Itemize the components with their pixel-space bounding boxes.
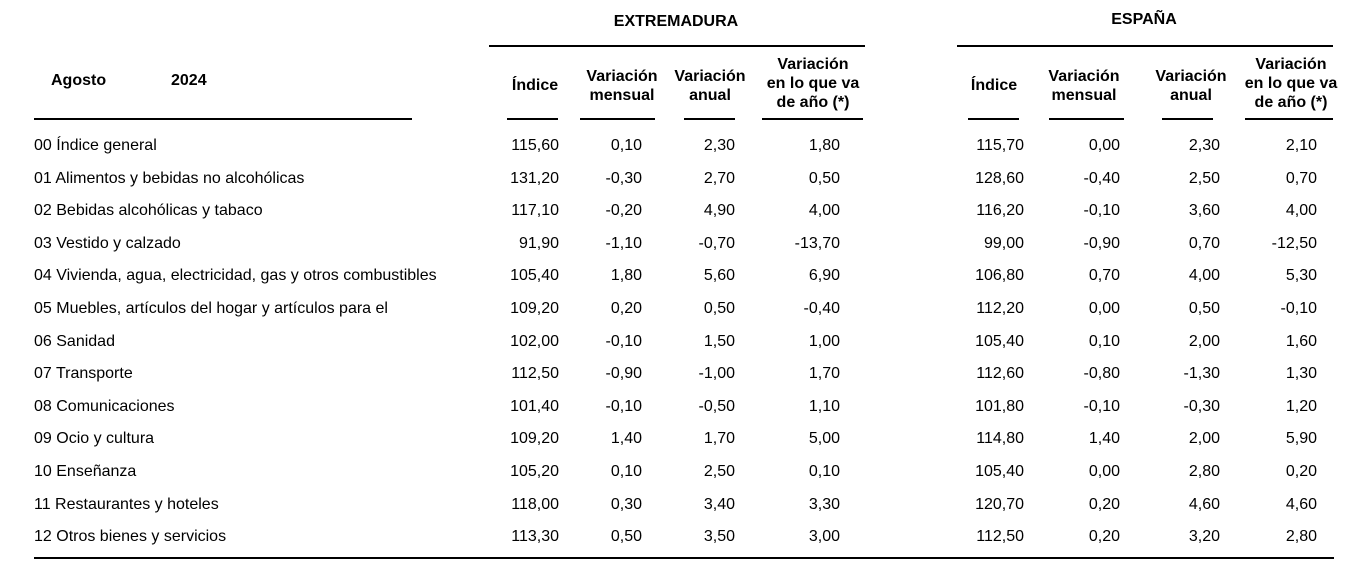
- ext-indice-value: 118,00: [511, 496, 559, 513]
- esp-anual-value: -1,30: [1183, 365, 1220, 382]
- esp-col-mensual-line1: Variación: [1048, 68, 1120, 85]
- ext-indice-value: 105,40: [510, 267, 559, 284]
- table-bottom-rule: [34, 557, 1334, 559]
- ext-indice-value: 115,60: [511, 137, 559, 154]
- esp-anual-value: 3,60: [1188, 202, 1220, 219]
- esp-col-ytd-line3: de año (*): [1254, 94, 1328, 111]
- esp-ytd-value: 1,20: [1285, 398, 1317, 415]
- ext-anual-value: 0,50: [703, 300, 735, 317]
- ext-ytd-value: -13,70: [794, 235, 840, 252]
- esp-col-mensual-line2: mensual: [1051, 87, 1117, 104]
- row-label: 09 Ocio y cultura: [34, 430, 155, 447]
- table-row: [0, 398, 1358, 424]
- row-label: 10 Enseñanza: [34, 463, 137, 480]
- esp-mensual-value: -0,10: [1083, 398, 1120, 415]
- ext-mensual-value: -0,10: [605, 333, 642, 350]
- table-row: [0, 463, 1358, 489]
- esp-anual-value: 2,80: [1188, 463, 1220, 480]
- esp-col-anual: [1148, 67, 1234, 105]
- ext-col-mensual-rule: [580, 118, 655, 120]
- row-label: 01 Alimentos y bebidas no alcohólicas: [34, 170, 305, 187]
- esp-ytd-value: 4,60: [1285, 496, 1317, 513]
- table-row: [0, 528, 1358, 554]
- ext-col-ytd-line2: en lo que va: [766, 75, 860, 92]
- esp-ytd-value: 5,30: [1285, 267, 1317, 284]
- esp-col-anual-line2: anual: [1170, 87, 1212, 104]
- esp-col-indice: Índice: [970, 77, 1018, 94]
- ext-indice-value: 91,90: [518, 235, 559, 252]
- table-row: [0, 365, 1358, 391]
- esp-mensual-value: 0,70: [1088, 267, 1120, 284]
- period-month: Agosto: [51, 72, 107, 89]
- esp-anual-value: -0,30: [1183, 398, 1220, 415]
- ext-col-ytd-line1: Variación: [777, 56, 849, 73]
- ext-anual-value: -0,70: [698, 235, 735, 252]
- ext-ytd-value: 1,80: [808, 137, 840, 154]
- ext-ytd-value: 6,90: [808, 267, 840, 284]
- esp-anual-value: 4,00: [1188, 267, 1220, 284]
- esp-anual-value: 0,70: [1188, 235, 1220, 252]
- ext-indice-value: 105,20: [510, 463, 559, 480]
- esp-mensual-value: 0,20: [1088, 528, 1120, 545]
- ext-col-anual-line1: Variación: [674, 68, 746, 85]
- ext-indice-value: 101,40: [510, 398, 559, 415]
- row-label: 00 Índice general: [34, 137, 157, 154]
- table-row: [0, 267, 1358, 293]
- ext-ytd-value: 4,00: [808, 202, 840, 219]
- ext-ytd-value: 1,10: [808, 398, 840, 415]
- ext-anual-value: 2,30: [703, 137, 735, 154]
- ext-mensual-value: 0,30: [610, 496, 642, 513]
- esp-indice-value: 112,50: [976, 528, 1024, 545]
- row-label: 12 Otros bienes y servicios: [34, 528, 227, 545]
- esp-indice-value: 105,40: [975, 333, 1024, 350]
- region-title-extremadura: EXTREMADURA: [613, 13, 739, 30]
- period-rule: [34, 118, 412, 120]
- ext-ytd-value: 1,70: [808, 365, 840, 382]
- ext-col-ytd: [755, 55, 871, 112]
- esp-col-ytd-line2: en lo que va: [1244, 75, 1338, 92]
- esp-col-anual-rule: [1162, 118, 1213, 120]
- row-label: 02 Bebidas alcohólicas y tabaco: [34, 202, 263, 219]
- esp-indice-value: 101,80: [975, 398, 1024, 415]
- esp-ytd-value: 5,90: [1285, 430, 1317, 447]
- ext-mensual-value: -0,20: [605, 202, 642, 219]
- table-row: [0, 202, 1358, 228]
- ext-mensual-value: 0,50: [610, 528, 642, 545]
- ext-ytd-value: 0,10: [808, 463, 840, 480]
- ext-indice-value: 102,00: [510, 333, 559, 350]
- esp-col-ytd-rule: [1245, 118, 1333, 120]
- table-row: [0, 137, 1358, 163]
- ext-ytd-value: 5,00: [808, 430, 840, 447]
- ext-anual-value: 3,50: [703, 528, 735, 545]
- table-row: [0, 333, 1358, 359]
- esp-col-indice-rule: [968, 118, 1019, 120]
- esp-mensual-value: -0,40: [1083, 170, 1120, 187]
- ext-ytd-value: 3,00: [808, 528, 840, 545]
- ext-anual-value: 2,50: [703, 463, 735, 480]
- esp-anual-value: 2,30: [1188, 137, 1220, 154]
- esp-col-mensual-rule: [1049, 118, 1124, 120]
- esp-indice-value: 128,60: [975, 170, 1024, 187]
- ext-col-anual-line2: anual: [689, 87, 731, 104]
- ext-anual-value: -0,50: [698, 398, 735, 415]
- ext-mensual-value: 0,10: [610, 463, 642, 480]
- esp-mensual-value: -0,80: [1083, 365, 1120, 382]
- esp-col-ytd-line1: Variación: [1255, 56, 1327, 73]
- region-rule-espana: [957, 45, 1333, 47]
- esp-anual-value: 2,00: [1188, 333, 1220, 350]
- table-row: [0, 170, 1358, 196]
- ext-col-anual-rule: [684, 118, 735, 120]
- ext-indice-value: 109,20: [510, 300, 559, 317]
- esp-ytd-value: 2,80: [1285, 528, 1317, 545]
- esp-col-ytd: [1234, 55, 1348, 112]
- esp-col-mensual: [1040, 67, 1128, 105]
- table-row: [0, 300, 1358, 326]
- ext-indice-value: 113,30: [511, 528, 559, 545]
- ext-mensual-value: 0,10: [610, 137, 642, 154]
- esp-anual-value: 3,20: [1188, 528, 1220, 545]
- ext-col-ytd-line3: de año (*): [776, 94, 850, 111]
- ext-anual-value: 4,90: [703, 202, 735, 219]
- region-rule-extremadura: [489, 45, 865, 47]
- ext-ytd-value: 0,50: [808, 170, 840, 187]
- ext-mensual-value: 1,40: [610, 430, 642, 447]
- ext-col-mensual: [578, 67, 666, 105]
- table-row: [0, 496, 1358, 522]
- esp-mensual-value: 0,00: [1088, 463, 1120, 480]
- esp-mensual-value: 0,00: [1088, 300, 1120, 317]
- ext-mensual-value: 0,20: [610, 300, 642, 317]
- region-title-espana: ESPAÑA: [1111, 11, 1177, 28]
- esp-anual-value: 0,50: [1188, 300, 1220, 317]
- ext-indice-value: 112,50: [511, 365, 559, 382]
- esp-ytd-value: 0,70: [1285, 170, 1317, 187]
- table-row: [0, 430, 1358, 456]
- esp-indice-value: 112,20: [976, 300, 1024, 317]
- ext-mensual-value: -0,10: [605, 398, 642, 415]
- ext-col-indice-rule: [507, 118, 558, 120]
- ext-anual-value: 2,70: [703, 170, 735, 187]
- row-label: 07 Transporte: [34, 365, 133, 382]
- ext-col-indice: Índice: [511, 77, 559, 94]
- ext-anual-value: 5,60: [703, 267, 735, 284]
- esp-ytd-value: 1,30: [1285, 365, 1317, 382]
- esp-anual-value: 2,50: [1188, 170, 1220, 187]
- row-label: 11 Restaurantes y hoteles: [34, 496, 219, 513]
- esp-indice-value: 112,60: [976, 365, 1024, 382]
- esp-ytd-value: -0,10: [1280, 300, 1317, 317]
- ext-ytd-value: 3,30: [808, 496, 840, 513]
- esp-col-anual-line1: Variación: [1155, 68, 1227, 85]
- esp-mensual-value: 1,40: [1088, 430, 1120, 447]
- esp-ytd-value: 0,20: [1285, 463, 1317, 480]
- esp-indice-value: 115,70: [976, 137, 1024, 154]
- esp-ytd-value: 4,00: [1285, 202, 1317, 219]
- ext-col-ytd-rule: [762, 118, 863, 120]
- esp-ytd-value: 1,60: [1285, 333, 1317, 350]
- esp-mensual-value: -0,10: [1083, 202, 1120, 219]
- ext-anual-value: -1,00: [698, 365, 735, 382]
- ext-ytd-value: 1,00: [808, 333, 840, 350]
- esp-indice-value: 114,80: [976, 430, 1024, 447]
- ext-anual-value: 3,40: [703, 496, 735, 513]
- row-label: 03 Vestido y calzado: [34, 235, 181, 252]
- esp-ytd-value: -12,50: [1271, 235, 1317, 252]
- ext-col-anual: [667, 67, 753, 105]
- period-year: 2024: [171, 72, 207, 89]
- ext-mensual-value: -0,90: [605, 365, 642, 382]
- esp-indice-value: 116,20: [976, 202, 1024, 219]
- ext-col-mensual-line2: mensual: [589, 87, 655, 104]
- esp-mensual-value: 0,10: [1088, 333, 1120, 350]
- row-label: 08 Comunicaciones: [34, 398, 175, 415]
- ext-anual-value: 1,50: [703, 333, 735, 350]
- row-label: 04 Vivienda, agua, electricidad, gas y otros combustibles: [34, 267, 437, 284]
- ext-ytd-value: -0,40: [803, 300, 840, 317]
- ext-mensual-value: 1,80: [610, 267, 642, 284]
- row-label: 06 Sanidad: [34, 333, 115, 350]
- esp-indice-value: 105,40: [975, 463, 1024, 480]
- ext-col-mensual-line1: Variación: [586, 68, 658, 85]
- esp-indice-value: 120,70: [975, 496, 1024, 513]
- esp-ytd-value: 2,10: [1285, 137, 1317, 154]
- esp-indice-value: 106,80: [975, 267, 1024, 284]
- ext-indice-value: 131,20: [510, 170, 559, 187]
- ext-indice-value: 109,20: [510, 430, 559, 447]
- table-row: [0, 235, 1358, 261]
- ext-mensual-value: -1,10: [605, 235, 642, 252]
- esp-indice-value: 99,00: [983, 235, 1024, 252]
- row-label: 05 Muebles, artículos del hogar y artículos para el: [34, 300, 388, 317]
- esp-mensual-value: 0,20: [1088, 496, 1120, 513]
- esp-anual-value: 4,60: [1188, 496, 1220, 513]
- ext-mensual-value: -0,30: [605, 170, 642, 187]
- esp-anual-value: 2,00: [1188, 430, 1220, 447]
- esp-mensual-value: 0,00: [1088, 137, 1120, 154]
- ext-anual-value: 1,70: [703, 430, 735, 447]
- esp-mensual-value: -0,90: [1083, 235, 1120, 252]
- ext-indice-value: 117,10: [511, 202, 559, 219]
